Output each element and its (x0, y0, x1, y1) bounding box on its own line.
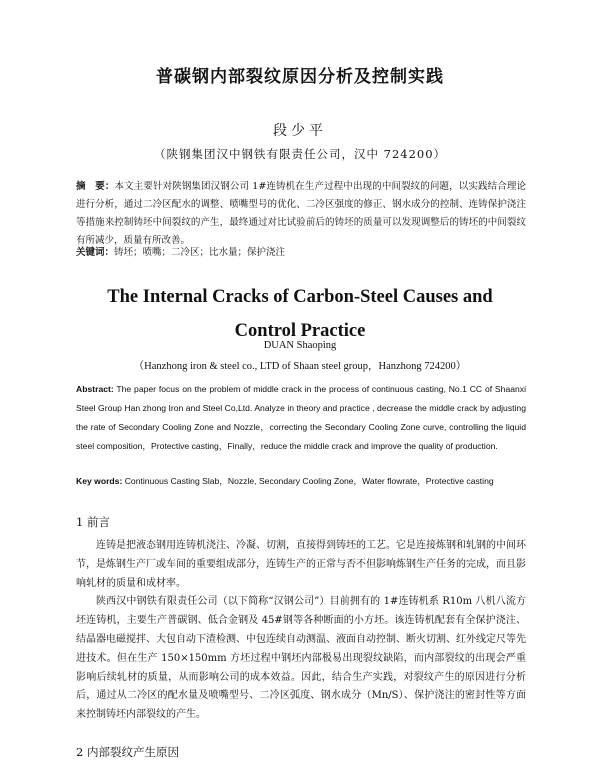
chinese-abstract-label: 摘 要： (76, 181, 115, 192)
english-keywords-label: Key words: (76, 476, 123, 486)
english-title-line2: Control Practice (234, 321, 366, 341)
english-affiliation: （Hanzhong iron & steel co., LTD of Shaan steel group，Hanzhong 724200） (133, 361, 467, 372)
chinese-keywords (76, 244, 526, 262)
english-abstract-label: Abstract: (76, 384, 114, 394)
section-2-heading: 2 内部裂纹产生原因 (76, 745, 179, 759)
english-keywords-text: Continuous Casting Slab，Nozzle, Secondary Cooling Zone，Water flowrate，Protective casting (124, 476, 494, 486)
section-1-body (76, 537, 526, 725)
section-1-paragraph-2: 陕西汉中钢铁有限责任公司（以下简称“汉钢公司”）目前拥有的 1#连铸机系 R10m 八机八流方坯连铸机，主要生产普碳钢、低合金钢及 45#钢等各种断面的小方坯。该连铸机配套有全保护浇注、结晶器电磁搅拌、大包自动下渣检测、中包连续自动测温、液面自动控制、断火切割、红外线定尺等先进技术。但在生产 150×150mm 方坯过程中钢坯内部极易出现裂纹缺陷，而内部裂纹的出现会严重影响后续轧材的质量，从而影响公司的成本效益。因此，结合生产实践，对裂纹产生的原因进行分析后，通过从二冷区的配水量及喷嘴型号、二冷区弧度、钢水成分（Mn/S）、保护浇注的密封性等方面来控制铸坯内部裂纹的产生。 (76, 596, 526, 721)
english-title-line1: The Internal Cracks of Carbon-Steel Causes and (107, 287, 493, 307)
english-abstract-text: The paper focus on the problem of middle crack in the process of continuous casting, No.1 CC of Shaanxi Steel Group Han zhong Iron and Steel Co,Ltd. Analyze in theory and practice , decrease the middle crack by adjusting the rate of Secondary Cooling Zone and Nozzle，correcting the Secondary Cooling Zone curve, controlling the liquid steel composition，Protective casting，Finally，reduce the middle crack and improve the quality of production. (76, 384, 526, 451)
section-1-heading: 1 前言 (76, 515, 110, 529)
english-abstract (76, 380, 526, 456)
section-1-paragraph-1: 连铸是把液态钢用连铸机浇注、冷凝、切割，直接得到铸坯的工艺。它是连接炼钢和轧钢的中间环节，是炼钢生产厂或车间的重要组成部分，连铸生产的正常与否不但影响炼钢生产任务的完成，而且影响轧材的质量和成材率。 (76, 540, 526, 589)
chinese-affiliation: （陕钢集团汉中钢铁有限责任公司，汉中 724200） (153, 147, 447, 161)
english-keywords (76, 472, 526, 490)
chinese-abstract (76, 178, 526, 250)
english-title (0, 280, 600, 348)
english-author: DUAN Shaoping (263, 340, 337, 351)
chinese-keywords-text: 铸坯；喷嘴；二冷区；比水量；保护浇注 (114, 247, 286, 258)
chinese-abstract-text: 本文主要针对陕钢集团汉钢公司 1#连铸机在生产过程中出现的中间裂纹的问题，以实践结合理论进行分析，通过二冷区配水的调整、喷嘴型号的优化、二冷区强度的修正、钢水成分的控制、连铸保护浇注等措施来控制铸坯中间裂纹的产生，最终通过对比试验前后的铸坯的质量可以发现调整后的铸坯的中间裂纹有所减少，质量有所改善。 (76, 181, 526, 246)
chinese-keywords-label: 关键词： (76, 247, 115, 258)
chinese-author: 段少平 (273, 123, 327, 139)
chinese-title: 普碳钢内部裂纹原因分析及控制实践 (156, 67, 444, 87)
